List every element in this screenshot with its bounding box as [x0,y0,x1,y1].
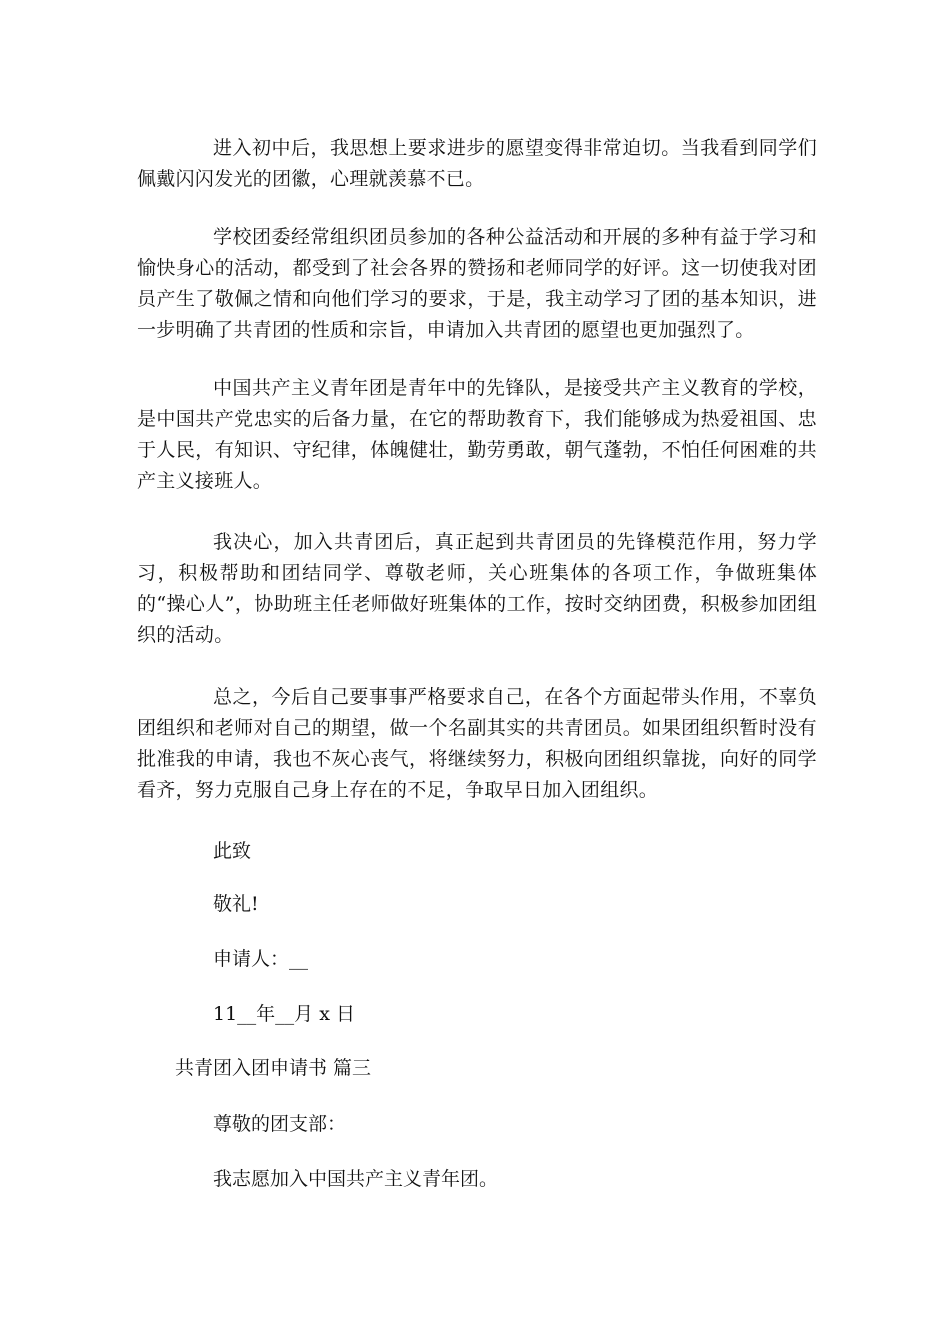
paragraph-2: 学校团委经常组织团员参加的各种公益活动和开展的多种有益于学习和愉快身心的活动，都受到了社会各界的赞扬和老师同学的好评。这一切使我对团员产生了敬佩之情和向他们学习的要求，于是，我主动学习了团的基本知识，进一步明确了共青团的性质和宗旨，申请加入共青团的愿望也更加强烈了。 [137,226,817,341]
paragraph-4: 我决心，加入共青团后，真正起到共青团员的先锋模范作用，努力学习，积极帮助和团结同学、尊敬老师，关心班集体的各项工作，争做班集体的“操心人”，协助班主任老师做好班集体的工作，按时交纳团费，积极参加团组织的活动。 [137,531,817,646]
paragraph-5: 总之，今后自己要事事严格要求自己，在各个方面起带头作用，不辜负团组织和老师对自己的期望，做一个名副其实的共青团员。如果团组织暂时没有批准我的申请，我也不灰心丧气，将继续努力，积极向团组织靠拢，向好的同学看齐，努力克服自己身上存在的不足，争取早日加入团组织。 [137,686,817,801]
applicant-line: 申请人：__ [213,948,309,970]
closing-regards: 敬礼! [213,893,259,915]
closing-salutation: 此致 [213,840,252,862]
section-heading: 共青团入团申请书 篇三 [175,1057,372,1079]
greeting-line: 尊敬的团支部： [213,1113,347,1135]
paragraph-1: 进入初中后，我思想上要求进步的愿望变得非常迫切。当我看到同学们佩戴闪闪发光的团徽，心理就羡慕不已。 [137,137,817,190]
date-line: 11__年__月 x 日 [213,1003,355,1025]
paragraph-3: 中国共产主义青年团是青年中的先锋队，是接受共产主义教育的学校，是中国共产党忠实的后备力量，在它的帮助教育下，我们能够成为热爱祖国、忠于人民，有知识、守纪律，体魄健壮，勤劳勇敢，朝气蓬勃，不怕任何困难的共产主义接班人。 [137,377,817,492]
intent-line: 我志愿加入中国共产主义青年团。 [213,1168,499,1190]
